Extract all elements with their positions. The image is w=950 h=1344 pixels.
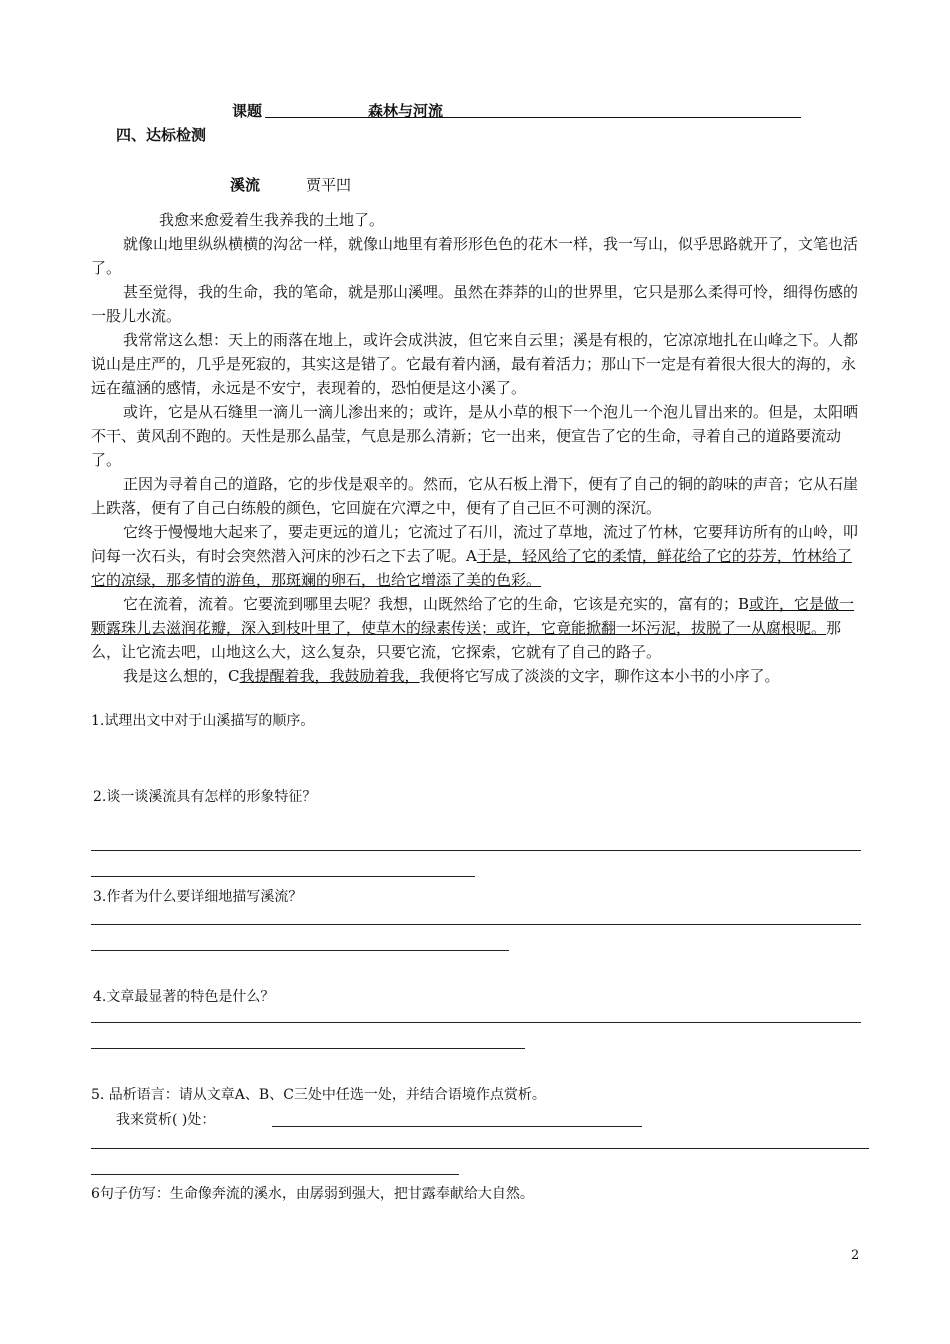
question-2: 2.谈一谈溪流具有怎样的形象特征？: [93, 789, 317, 805]
paragraph-8-tail: 那么，让它流去吧，山地这么大，这么复杂，只要它流，它探索，它就有了自己的路子。: [91, 619, 842, 661]
mark-b: B: [738, 595, 750, 613]
answer-line[interactable]: [91, 1048, 525, 1049]
answer-line[interactable]: [91, 876, 475, 877]
paragraph-9: [91, 664, 863, 688]
paragraph-7: [91, 520, 863, 592]
underlined-passage-a: 于是，轻风给了它的柔情，鲜花给了它的芬芳，竹林给了它的凉绿，那多情的游鱼，那斑斓的卵石，也给它增添了美的色彩。: [91, 547, 852, 589]
article-title: 溪流: [230, 176, 261, 194]
paragraph-3: 甚至觉得，我的生命，我的笔命，就是那山溪哩。虽然在莽莽的山的世界里，它只是那么柔得可怜，细得伤感的一股儿水流。: [91, 283, 859, 325]
course-blank-line: [265, 117, 363, 118]
question-5: 5. 品析语言：请从文章A、B、C三处中任选一处，并结合语境作点赏析。: [91, 1087, 546, 1103]
paragraph-9-text: 我是这么想的，: [123, 667, 229, 685]
question-1: 1.试理出文中对于山溪描写的顺序。: [91, 713, 315, 729]
paragraph-1: 我愈来愈爱着生我养我的土地了。: [159, 211, 385, 229]
paragraph-7-text: 它终于慢慢地大起来了，要走更远的道儿；它流过了石川，流过了草地，流过了竹林，它要拜访所有的山岭，叩问每一次石头，有时会突然潜入河床的沙石之下去了呢。: [91, 523, 859, 565]
course-label: 课题: [232, 102, 263, 120]
paragraph-8-text: 它在流着，流着。它要流到哪里去呢？我想，山既然给了它的生命，它该是充实的，富有的；: [123, 595, 739, 613]
mark-a: A: [466, 547, 477, 565]
question-3: 3.作者为什么要详细地描写溪流？: [93, 889, 303, 905]
paragraph-4: 我常常这么想：天上的雨落在地上，或许会成洪波，但它来自云里；溪是有根的，它凉凉地扎在山峰之下。人都说山是庄严的，几乎是死寂的，其实这是错了。它最有着内涵，最有着活力；那山下一定是有着很大很大的海的，永远在蕴涵的感情，永远是不安宁，表现着的，恐怕便是这小溪了。: [91, 331, 859, 397]
answer-line[interactable]: [91, 1174, 459, 1175]
answer-line[interactable]: [91, 950, 509, 951]
paragraph-6: 正因为寻着自己的道路，它的步伐是艰辛的。然而，它从石板上滑下，便有了自己的铜的韵味的声音；它从石崖上跌落，便有了自己白练般的颜色，它回旋在穴潭之中，便有了自己叵不可测的深沉。: [91, 475, 859, 517]
mark-c: C: [228, 667, 240, 685]
paragraph-8: [91, 592, 863, 664]
answer-line[interactable]: [272, 1126, 642, 1127]
course-title-underline: [363, 117, 801, 118]
answer-line[interactable]: [91, 1148, 869, 1149]
underlined-passage-b: 或许，它是做一颗露珠儿去滋润花瓣，深入到枝叶里了，使草木的绿素传送；或许，它竟能掀翻一坏污泥，拔脱了一从腐根呢。: [91, 595, 855, 637]
answer-line[interactable]: [91, 1022, 861, 1023]
article-body: [91, 208, 863, 688]
page-number: 2: [851, 1248, 860, 1263]
section-heading: 四、达标检测: [116, 126, 207, 144]
article-author: 贾平凹: [306, 176, 352, 194]
question-4: 4.文章最显著的特色是什么？: [93, 989, 275, 1005]
paragraph-9-tail: 我便将它写成了淡淡的文字，聊作这本小书的小序了。: [419, 667, 780, 685]
paragraph-2: 就像山地里纵纵横横的沟岔一样，就像山地里有着形形色色的花木一样，我一写山，似乎思路就开了，文笔也活了。: [91, 235, 859, 277]
course-title: 森林与河流: [368, 102, 444, 120]
answer-line[interactable]: [91, 924, 861, 925]
answer-line[interactable]: [91, 850, 861, 851]
question-5-prompt: 我来赏析( )处：: [116, 1112, 216, 1128]
underlined-passage-c: 我提醒着我，我鼓励着我，: [239, 667, 420, 685]
question-6: 6句子仿写：生命像奔流的溪水，由孱弱到强大，把甘露奉献给大自然。: [91, 1186, 534, 1202]
paragraph-5: 或许，它是从石缝里一滴儿一滴儿渗出来的；或许，是从小草的根下一个泡儿一个泡儿冒出来的。但是，太阳晒不干、黄风刮不跑的。天性是那么晶莹，气息是那么清新；它一出来，便宣告了它的生命，寻着自己的道路要流动了。: [91, 403, 859, 469]
